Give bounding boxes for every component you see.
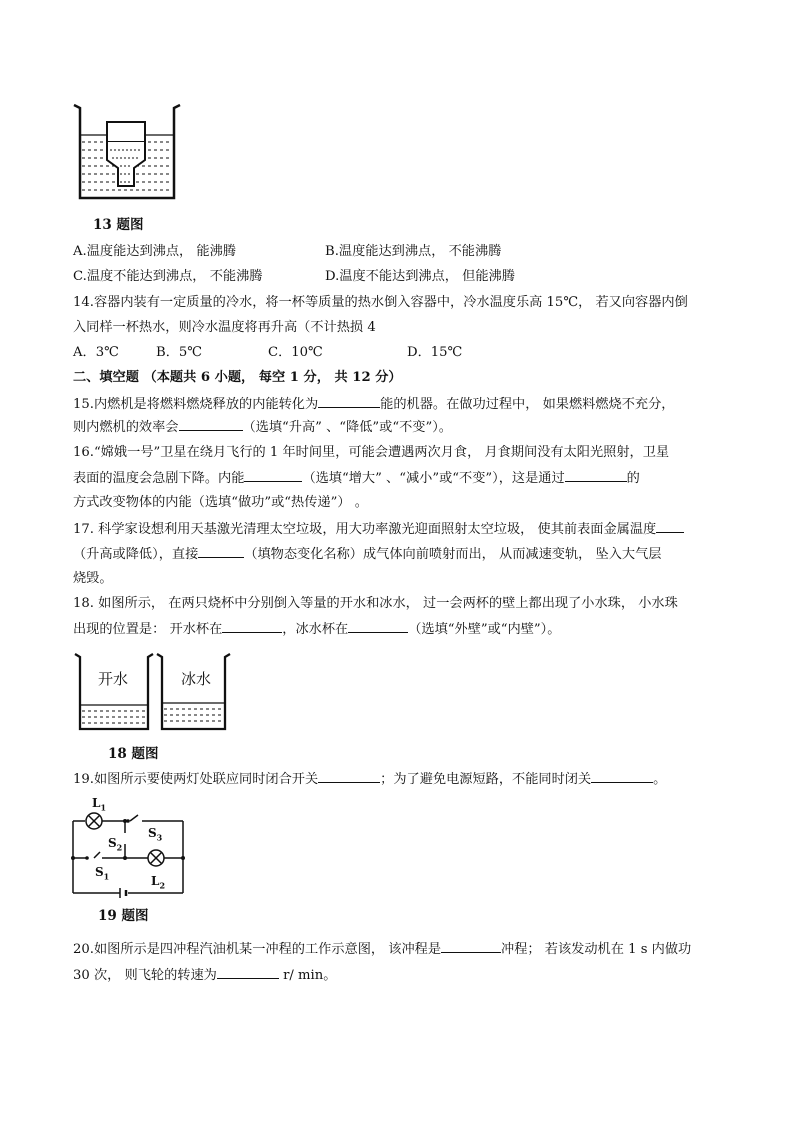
q14-option-c[interactable]: C．10℃: [268, 345, 323, 360]
section-2-title: 二、填空题 （本题共 6 小题， 每空 1 分， 共 12 分）: [73, 370, 402, 385]
figure-13-caption: 13 题图: [93, 217, 144, 233]
q20-line-1: 20.如图所示是四冲程汽油机某一冲程的工作示意图， 该冲程是 冲程； 若该发动机在 1 s 内做功: [73, 942, 692, 957]
q13-option-a[interactable]: A.温度能达到沸点， 能沸腾: [73, 244, 236, 259]
label-S1: $S_1$: [95, 865, 110, 882]
figure-18-beakers: [72, 651, 232, 733]
q13-option-c[interactable]: C.温度不能达到沸点， 不能沸腾: [73, 269, 263, 284]
q17-blank-2[interactable]: [198, 545, 244, 558]
figure-19-circuit: [70, 796, 195, 901]
label-S2: $S_2$: [108, 836, 123, 853]
q16-line-1: 16.“嫦娥一号”卫星在绕月飞行的 1 年时间里，可能会遭遇两次月食， 月食期间没有太阳光照射，卫星: [73, 445, 670, 460]
label-L2: $L_2$: [151, 874, 166, 891]
label-L1: $L_1$: [92, 796, 107, 813]
q15-blank-1[interactable]: [318, 395, 380, 408]
q15-line-2: 则内燃机的效率会 （选填“升高” 、“降低”或“不变”）。: [73, 420, 452, 435]
q14-option-a[interactable]: A．3℃: [73, 345, 119, 360]
q14-line-2: 入同样一杯热水，则冷水温度将再升高（不计热损 4: [73, 320, 376, 335]
q14-option-d[interactable]: D．15℃: [407, 345, 463, 360]
q17-line-2: （升高或降低），直接 （填物态变化名称）成气体向前喷射而出， 从而减速变轨， 坠入大气层: [73, 547, 662, 562]
q19-blank-1[interactable]: [318, 770, 380, 783]
q16-blank-1[interactable]: [244, 469, 302, 482]
figure-19-caption: 19 题图: [98, 908, 149, 924]
figure-18-caption: 18 题图: [108, 746, 159, 762]
figure-13-beaker: [72, 100, 182, 205]
q20-blank-1[interactable]: [441, 940, 501, 953]
label-S3: $S_3$: [148, 826, 163, 843]
beaker-label-ice: 冰水: [181, 670, 212, 688]
q16-line-3: 方式改变物体的内能（选填“做功”或“热传递”） 。: [73, 495, 368, 510]
q20-blank-2[interactable]: [217, 966, 279, 979]
q20-line-2: 30 次， 则飞轮的转速为 r/ min。: [73, 968, 337, 983]
q16-blank-2[interactable]: [565, 469, 627, 482]
q13-option-d[interactable]: D.温度不能达到沸点， 但能沸腾: [325, 269, 515, 284]
q14-option-b[interactable]: B．5℃: [156, 345, 203, 360]
q18-line-1: 18. 如图所示， 在两只烧杯中分别倒入等量的开水和冰水， 过一会两杯的壁上都出现了小水珠， 小水珠: [73, 596, 678, 611]
q13-option-b[interactable]: B.温度能达到沸点， 不能沸腾: [325, 244, 502, 259]
q14-line-1: 14.容器内装有一定质量的冷水，将一杯等质量的热水倒入容器中，冷水温度乐高 15℃， 若又向容器内倒: [73, 295, 688, 310]
beaker-label-boiling: 开水: [98, 670, 129, 688]
q18-blank-1[interactable]: [222, 620, 282, 633]
q17-line-1: 17. 科学家设想利用天基激光清理太空垃圾，用大功率激光迎面照射太空垃圾， 使其前表面金属温度: [73, 520, 684, 539]
q16-line-2: 表面的温度会急剧下降。内能 （选填“增大” 、“减小”或“不变”），这是通过 的: [73, 471, 640, 486]
q18-line-2: 出现的位置是： 开水杯在 ，冰水杯在 （选填“外壁”或“内壁”）。: [73, 622, 561, 637]
q18-blank-2[interactable]: [348, 620, 408, 633]
q19-line-1: 19.如图所示要使两灯处联应同时闭合开关 ；为了避免电源短路，不能同时闭关 。: [73, 772, 667, 787]
q15-line-1: 15.内燃机是将燃料燃烧释放的内能转化为 能的机器。在做功过程中， 如果燃料燃烧不充分，: [73, 397, 675, 412]
q19-blank-2[interactable]: [591, 770, 653, 783]
q17-line-3: 烧毁。: [73, 571, 113, 586]
q15-blank-2[interactable]: [179, 418, 243, 431]
q17-blank-1[interactable]: [656, 520, 684, 533]
